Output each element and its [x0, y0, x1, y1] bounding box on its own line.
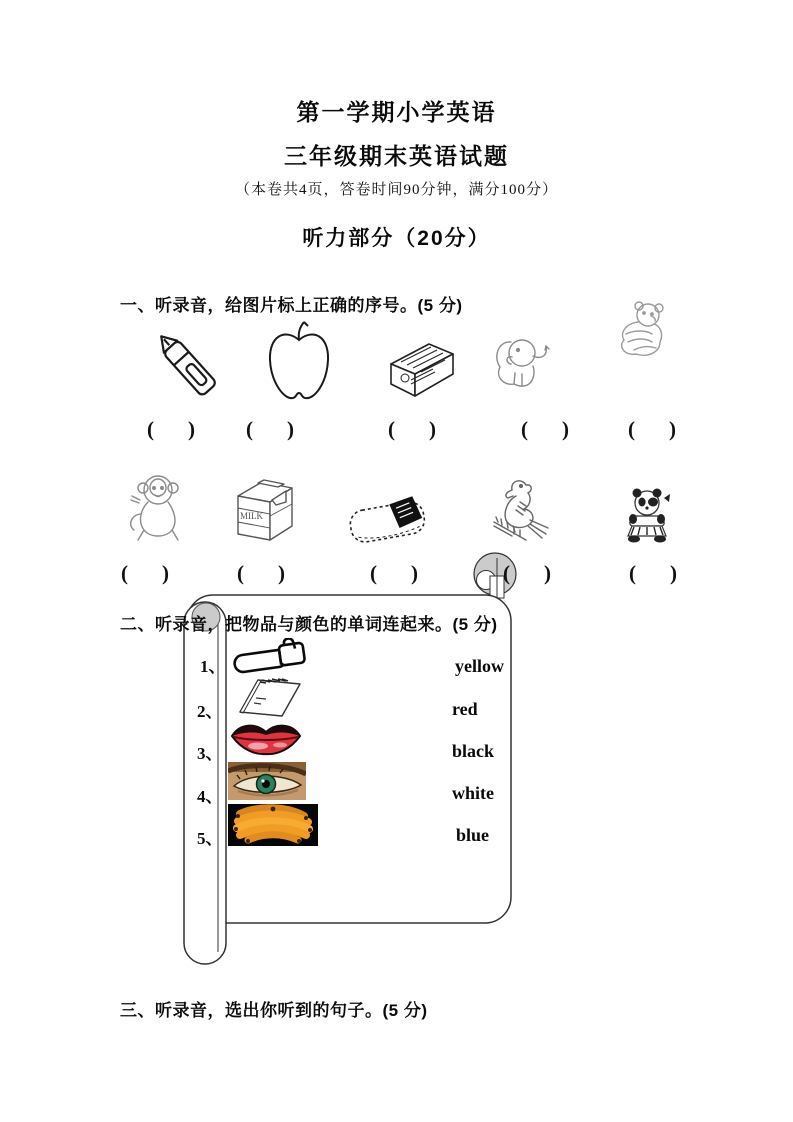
- listening-section-heading: 听力部分（20分）: [302, 227, 491, 250]
- color-option: yellow: [455, 656, 504, 676]
- answer-bracket-r1-3: ( ): [388, 417, 436, 441]
- capped-pen-icon: [230, 638, 312, 676]
- elephant-image: [492, 333, 554, 391]
- paper-info: （本卷共4页，答卷时间90分钟，满分100分）: [234, 182, 558, 198]
- parrot-image: [486, 476, 554, 550]
- bananas-image: [228, 804, 318, 846]
- notebook-icon: [228, 676, 304, 718]
- q2-item-number: 4、: [197, 787, 223, 806]
- pencil-box-icon: [381, 338, 457, 410]
- monkey-image: [122, 468, 194, 546]
- q2-item-number: 1、: [200, 657, 226, 676]
- color-option: black: [452, 741, 495, 761]
- answer-bracket-r2-3: ( ): [370, 561, 418, 585]
- color-option: red: [452, 699, 478, 719]
- page-subtitle-line: 三年级期末英语试题: [284, 143, 509, 169]
- question3-heading: 三、听录音，选出你听到的句子。(5 分): [120, 1001, 428, 1020]
- milk-carton-icon: [228, 472, 302, 544]
- pen-icon: [148, 322, 228, 410]
- milk-label: MILK: [240, 511, 263, 521]
- panda-image: [620, 486, 674, 544]
- answer-bracket-r2-5: ( ): [629, 561, 677, 585]
- q2-item-number: 3、: [197, 744, 223, 763]
- color-option: white: [452, 783, 494, 803]
- answer-bracket-r1-4: ( ): [521, 417, 569, 441]
- apple-image: [263, 320, 335, 406]
- q2-item-number: 2、: [197, 702, 223, 721]
- eraser-image: [342, 492, 432, 548]
- teddy-bear-image: [608, 300, 674, 362]
- answer-bracket-r1-5: ( ): [628, 417, 676, 441]
- teddy-bear-icon: [608, 300, 674, 362]
- milk-carton-image: [228, 472, 302, 544]
- eye-icon: [228, 762, 306, 800]
- answer-bracket-r1-1: ( ): [147, 417, 195, 441]
- eye-image: [228, 762, 306, 800]
- apple-icon: [263, 320, 335, 406]
- answer-bracket-r2-1: ( ): [121, 561, 169, 585]
- q2-item-number: 5、: [197, 829, 223, 848]
- capped-pen-image: [230, 638, 312, 676]
- parrot-icon: [486, 476, 554, 550]
- elephant-icon: [492, 333, 554, 391]
- question2-heading: 二、听录音，把物品与颜色的单词连起来。(5 分): [120, 615, 498, 634]
- question1-heading: 一、听录音，给图片标上正确的序号。(5 分): [120, 296, 463, 315]
- eraser-icon: [342, 492, 432, 548]
- panda-icon: [620, 486, 674, 544]
- pen-image: [148, 322, 228, 410]
- notebook-image: [228, 676, 304, 718]
- color-option: blue: [456, 825, 490, 845]
- bananas-icon: [228, 804, 318, 846]
- page-title: 第一学期小学英语: [296, 99, 497, 125]
- answer-bracket-r2-4: ( ): [503, 561, 551, 585]
- lips-image: [228, 720, 304, 757]
- answer-bracket-r1-2: ( ): [246, 417, 294, 441]
- answer-bracket-r2-2: ( ): [237, 561, 285, 585]
- pencil-box-image: [381, 338, 457, 410]
- monkey-icon: [122, 468, 194, 546]
- lips-icon: [228, 720, 304, 757]
